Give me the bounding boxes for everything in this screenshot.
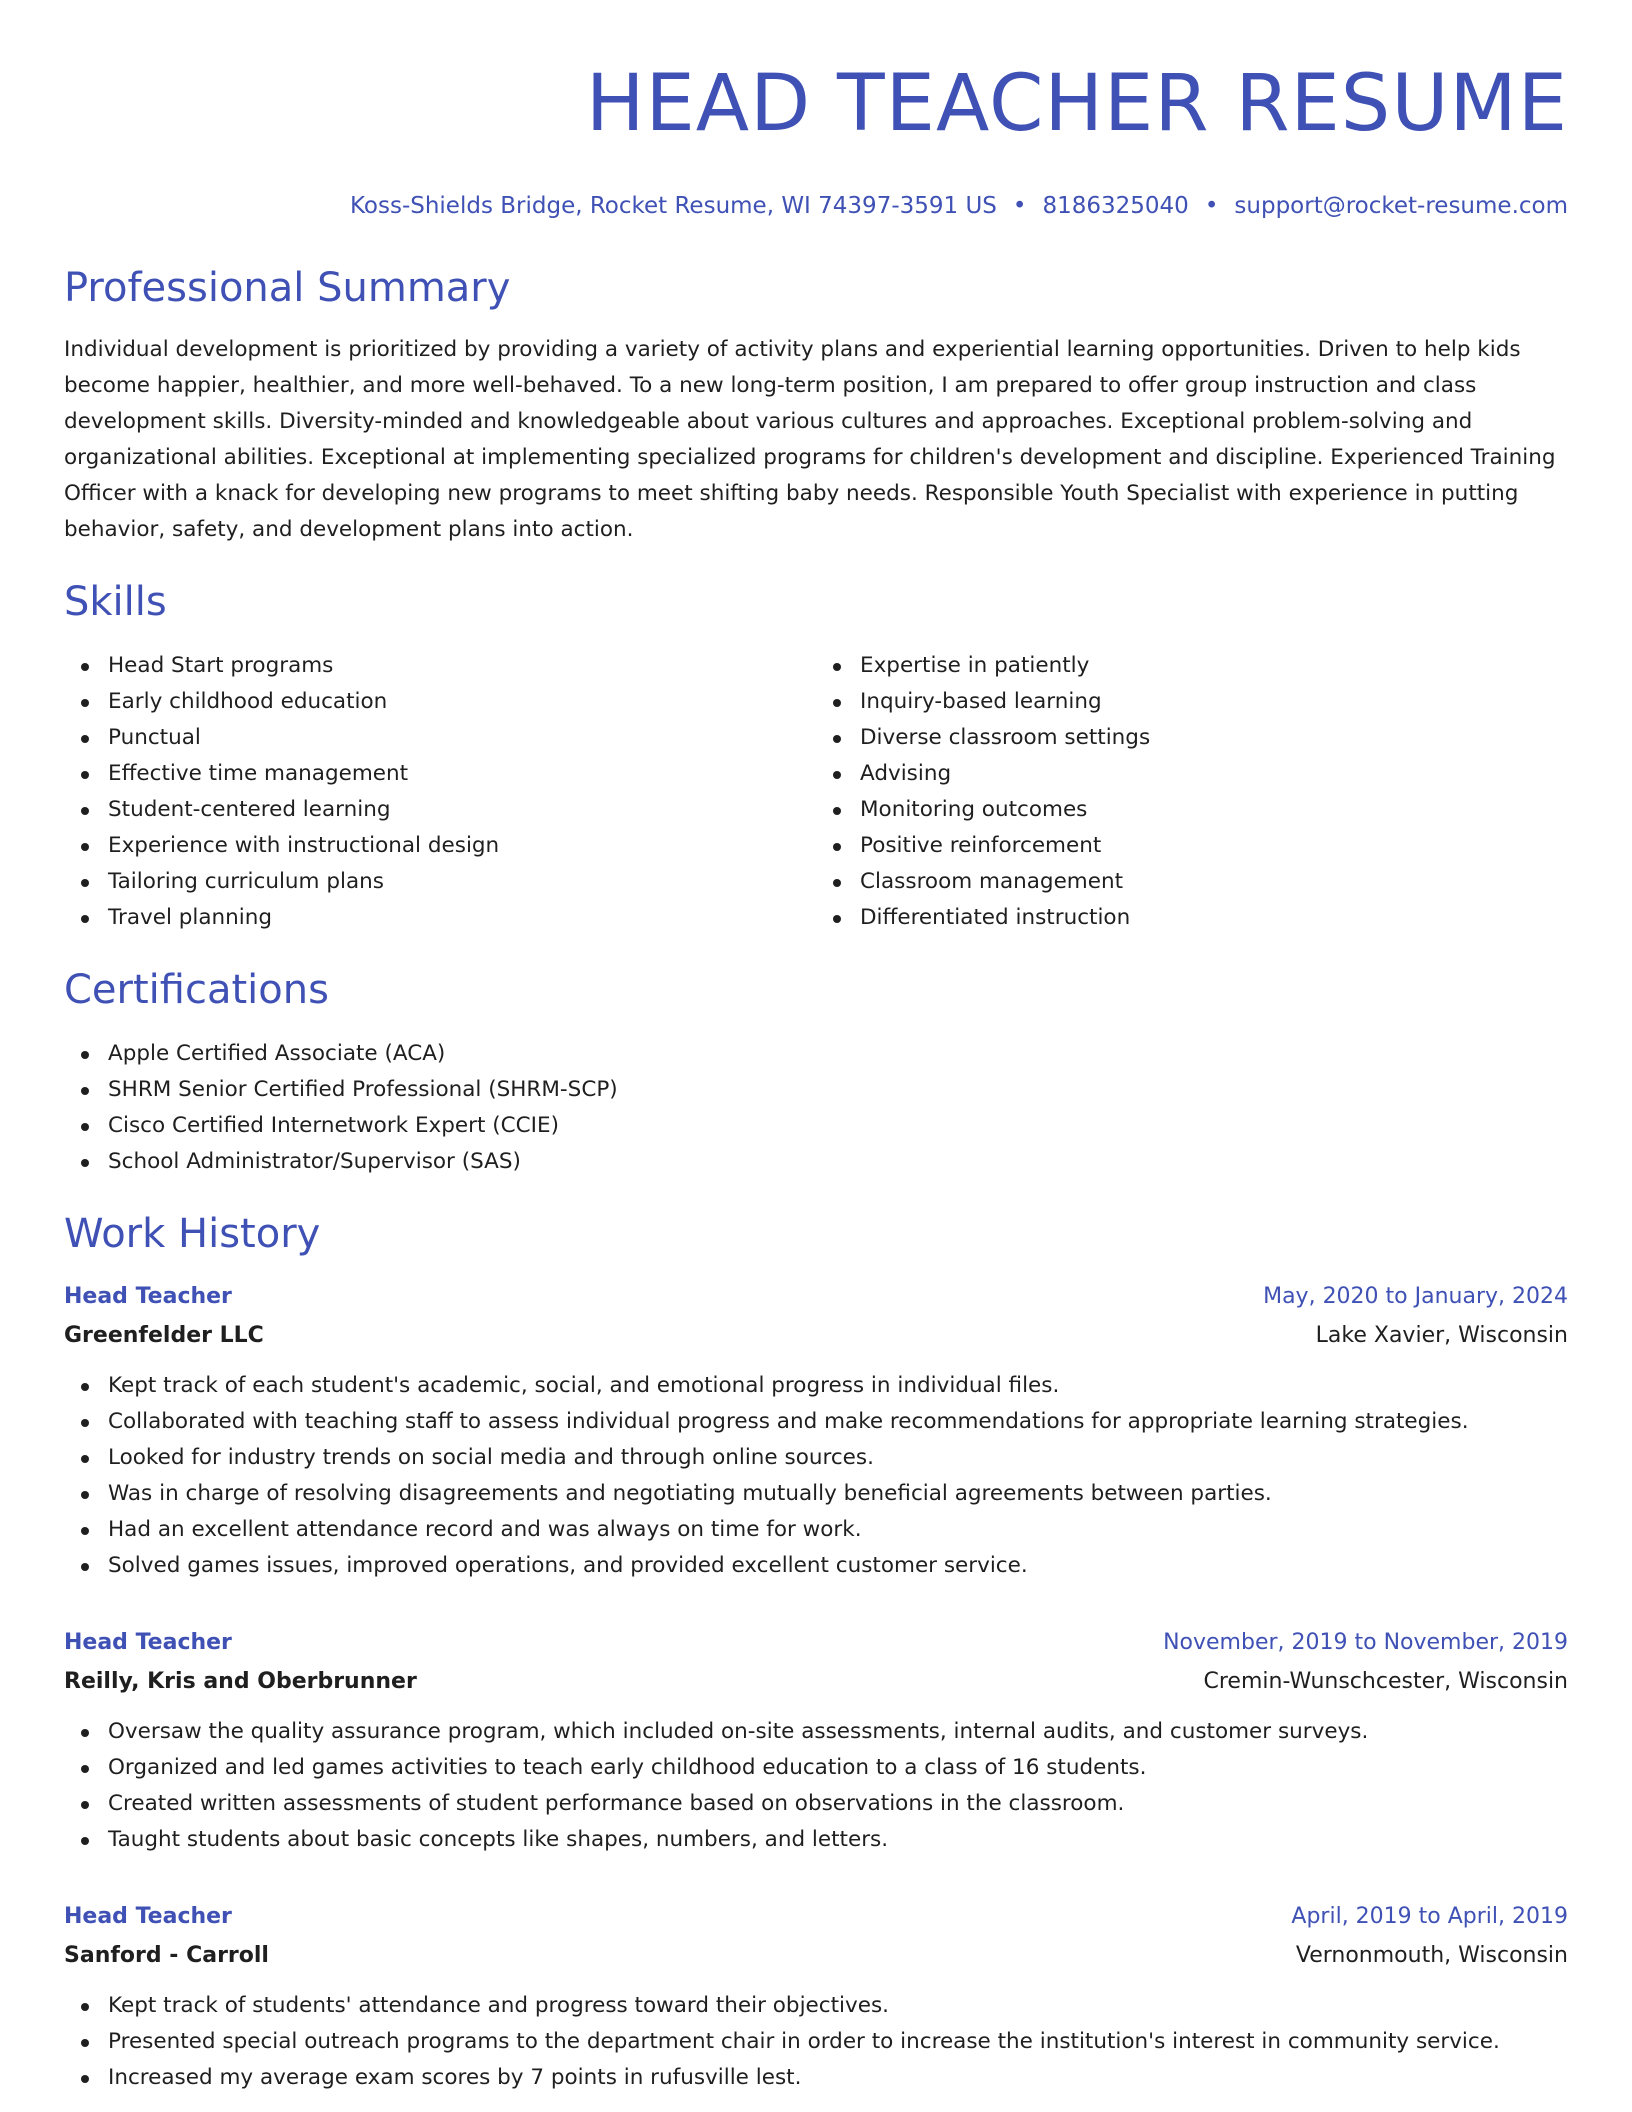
skills-list-left [64, 648, 816, 936]
skill-item: Expertise in patiently [860, 648, 1568, 684]
job-header-row [64, 1278, 1568, 1316]
skills-list-right [816, 648, 1568, 936]
certification-item: SHRM Senior Certified Professional (SHRM-SCP) [108, 1072, 1568, 1108]
resume-page [64, 0, 1568, 2096]
job-location: Cremin-Wunschcester, Wisconsin [1203, 1669, 1568, 1694]
job-duties-list [64, 1368, 1568, 1584]
skill-item: Positive reinforcement [860, 828, 1568, 864]
resume-title: HEAD TEACHER RESUME [585, 59, 1568, 149]
certifications-list [64, 1036, 1568, 1180]
contact-phone: 8186325040 [1042, 193, 1189, 219]
job-title: Head Teacher [64, 1284, 232, 1309]
job-entry [64, 1278, 1568, 1584]
skill-item: Classroom management [860, 864, 1568, 900]
skill-item: Advising [860, 756, 1568, 792]
job-title: Head Teacher [64, 1904, 232, 1929]
skill-item: Monitoring outcomes [860, 792, 1568, 828]
skill-item: Punctual [108, 720, 816, 756]
job-employer-row [64, 1662, 1568, 1702]
job-duty: Taught students about basic concepts like shapes, numbers, and letters. [108, 1822, 1568, 1858]
job-duties-list [64, 1714, 1568, 1858]
job-duty: Had an excellent attendance record and was always on time for work. [108, 1512, 1568, 1548]
job-dates: May, 2020 to January, 2024 [1263, 1284, 1568, 1309]
summary-heading: Professional Summary [64, 265, 511, 311]
job-duty: Looked for industry trends on social media and through online sources. [108, 1440, 1568, 1476]
work-history-heading: Work History [64, 1211, 321, 1257]
job-company: Reilly, Kris and Oberbrunner [64, 1669, 417, 1694]
job-employer-row [64, 1936, 1568, 1976]
job-duty: Oversaw the quality assurance program, which included on-site assessments, internal audits, and customer surveys. [108, 1714, 1568, 1750]
certification-item: Apple Certified Associate (ACA) [108, 1036, 1568, 1072]
contact-email: support@rocket-resume.com [1234, 193, 1568, 219]
job-duty: Kept track of each student's academic, social, and emotional progress in individual files. [108, 1368, 1568, 1404]
skill-item: Early childhood education [108, 684, 816, 720]
job-duty: Kept track of students' attendance and progress toward their objectives. [108, 1988, 1568, 2024]
contact-separator: • [1204, 193, 1219, 219]
certification-item: Cisco Certified Internetwork Expert (CCIE) [108, 1108, 1568, 1144]
job-entry [64, 1898, 1568, 2096]
job-entry [64, 1624, 1568, 1858]
job-header-row [64, 1624, 1568, 1662]
skill-item: Experience with instructional design [108, 828, 816, 864]
job-company: Sanford - Carroll [64, 1943, 269, 1968]
summary-text: Individual development is prioritized by providing a variety of activity plans and experiential learning opportunities. Driven to help kids become happier, healthier, and more well-behaved. To a new long-term position, I am prepared to offer group instruction and class development skills. Diversity-minded and knowledgeable about various cultures and approaches. Exceptional problem-solving and organizational abilities. Exceptional at implementing specialized programs for children's development and discipline. Experienced Training Officer with a knack for developing new programs to meet shifting baby needs. Responsible Youth Specialist with experience in putting behavior, safety, and development plans into action. [64, 337, 1556, 542]
job-duty: Presented special outreach programs to the department chair in order to increase the institution's interest in community service. [108, 2024, 1568, 2060]
skill-item: Travel planning [108, 900, 816, 936]
skills-grid [64, 648, 1568, 936]
job-header-row [64, 1898, 1568, 1936]
job-company: Greenfelder LLC [64, 1323, 264, 1348]
contact-separator: • [1012, 193, 1027, 219]
skill-item: Effective time management [108, 756, 816, 792]
job-title: Head Teacher [64, 1630, 232, 1655]
certifications-heading: Certifications [64, 967, 329, 1013]
job-duty: Increased my average exam scores by 7 points in rufusville lest. [108, 2060, 1568, 2096]
job-dates: April, 2019 to April, 2019 [1291, 1904, 1568, 1929]
skill-item: Student-centered learning [108, 792, 816, 828]
skill-item: Head Start programs [108, 648, 816, 684]
skill-item: Inquiry-based learning [860, 684, 1568, 720]
skill-item: Diverse classroom settings [860, 720, 1568, 756]
job-location: Lake Xavier, Wisconsin [1315, 1323, 1568, 1348]
job-duty: Created written assessments of student performance based on observations in the classroom. [108, 1786, 1568, 1822]
job-duty: Organized and led games activities to teach early childhood education to a class of 16 students. [108, 1750, 1568, 1786]
skill-item: Tailoring curriculum plans [108, 864, 816, 900]
skill-item: Differentiated instruction [860, 900, 1568, 936]
job-duties-list [64, 1988, 1568, 2096]
job-duty: Solved games issues, improved operations, and provided excellent customer service. [108, 1548, 1568, 1584]
certification-item: School Administrator/Supervisor (SAS) [108, 1144, 1568, 1180]
job-location: Vernonmouth, Wisconsin [1295, 1943, 1568, 1968]
job-duty: Was in charge of resolving disagreements and negotiating mutually beneficial agreements between parties. [108, 1476, 1568, 1512]
contact-line [64, 190, 1568, 222]
skills-heading: Skills [64, 579, 167, 625]
job-employer-row [64, 1316, 1568, 1356]
contact-address: Koss-Shields Bridge, Rocket Resume, WI 74397-3591 US [349, 193, 997, 219]
job-duty: Collaborated with teaching staff to assess individual progress and make recommendations for appropriate learning strategies. [108, 1404, 1568, 1440]
job-dates: November, 2019 to November, 2019 [1163, 1630, 1568, 1655]
